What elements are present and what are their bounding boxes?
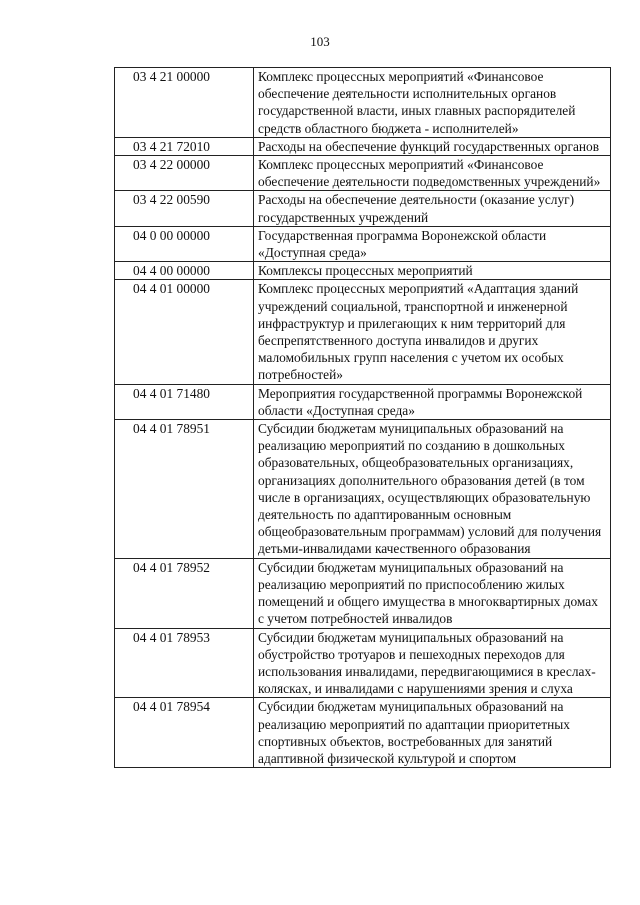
table-row xyxy=(115,628,611,698)
table-row xyxy=(115,384,611,419)
page-number: 103 xyxy=(310,34,330,49)
expense-description: Государственная программа Воронежской области «Доступная среда» xyxy=(254,226,611,261)
expense-description: Субсидии бюджетам муниципальных образований на реализацию мероприятий по созданию в дошкольных образовательных, общеобразовательных организациях, организациях дополнительного образования детей (в том числе в организациях, осуществляющих образовательную деятельность по адаптированным основным общеобразовательным программам) условий для получения детьми-инвалидами качественного образования xyxy=(254,420,611,559)
table-row xyxy=(115,226,611,261)
classification-code: 03 4 22 00590 xyxy=(115,191,254,226)
table-row xyxy=(115,137,611,155)
expense-description: Расходы на обеспечение деятельности (оказание услуг) государственных учреждений xyxy=(254,191,611,226)
classification-code: 03 4 21 00000 xyxy=(115,68,254,138)
expense-description: Субсидии бюджетам муниципальных образований на обустройство тротуаров и пешеходных переходов для использования инвалидами, передвигающимися в креслах-колясках, и инвалидами с нарушениями зрения и слуха xyxy=(254,628,611,698)
table-row xyxy=(115,420,611,559)
table-row xyxy=(115,262,611,280)
expense-description: Комплекс процессных мероприятий «Финансовое обеспечение деятельности исполнительных органов государственной власти, иных главных распорядителей средств областного бюджета - исполнителей» xyxy=(254,68,611,138)
budget-classification-table xyxy=(114,67,611,768)
expense-description: Комплекс процессных мероприятий «Финансовое обеспечение деятельности подведомственных учреждений» xyxy=(254,156,611,191)
table-row xyxy=(115,156,611,191)
classification-code: 03 4 21 72010 xyxy=(115,137,254,155)
classification-code: 04 4 01 78951 xyxy=(115,420,254,559)
expense-description: Комплексы процессных мероприятий xyxy=(254,262,611,280)
classification-code: 04 4 01 78952 xyxy=(115,558,254,628)
expense-description: Расходы на обеспечение функций государственных органов xyxy=(254,137,611,155)
classification-code: 04 0 00 00000 xyxy=(115,226,254,261)
expense-description: Мероприятия государственной программы Воронежской области «Доступная среда» xyxy=(254,384,611,419)
table-row xyxy=(115,68,611,138)
expense-description: Субсидии бюджетам муниципальных образований на реализацию мероприятий по приспособлению жилых помещений и общего имущества в многоквартирных домах с учетом потребностей инвалидов xyxy=(254,558,611,628)
table-row xyxy=(115,280,611,384)
classification-code: 04 4 01 71480 xyxy=(115,384,254,419)
expense-description: Комплекс процессных мероприятий «Адаптация зданий учреждений социальной, транспортной и инженерной инфраструктур и прилегающих к ним территорий для беспрепятственного доступа инвалидов и других маломобильных групп населения с учетом их особых потребностей» xyxy=(254,280,611,384)
classification-code: 04 4 01 00000 xyxy=(115,280,254,384)
classification-code: 04 4 01 78954 xyxy=(115,698,254,768)
classification-code: 04 4 00 00000 xyxy=(115,262,254,280)
classification-code: 03 4 22 00000 xyxy=(115,156,254,191)
table-row xyxy=(115,191,611,226)
table-row xyxy=(115,698,611,768)
expense-description: Субсидии бюджетам муниципальных образований на реализацию мероприятий по адаптации приоритетных спортивных объектов, востребованных для занятий адаптивной физической культурой и спортом xyxy=(254,698,611,768)
table-row xyxy=(115,558,611,628)
classification-code: 04 4 01 78953 xyxy=(115,628,254,698)
